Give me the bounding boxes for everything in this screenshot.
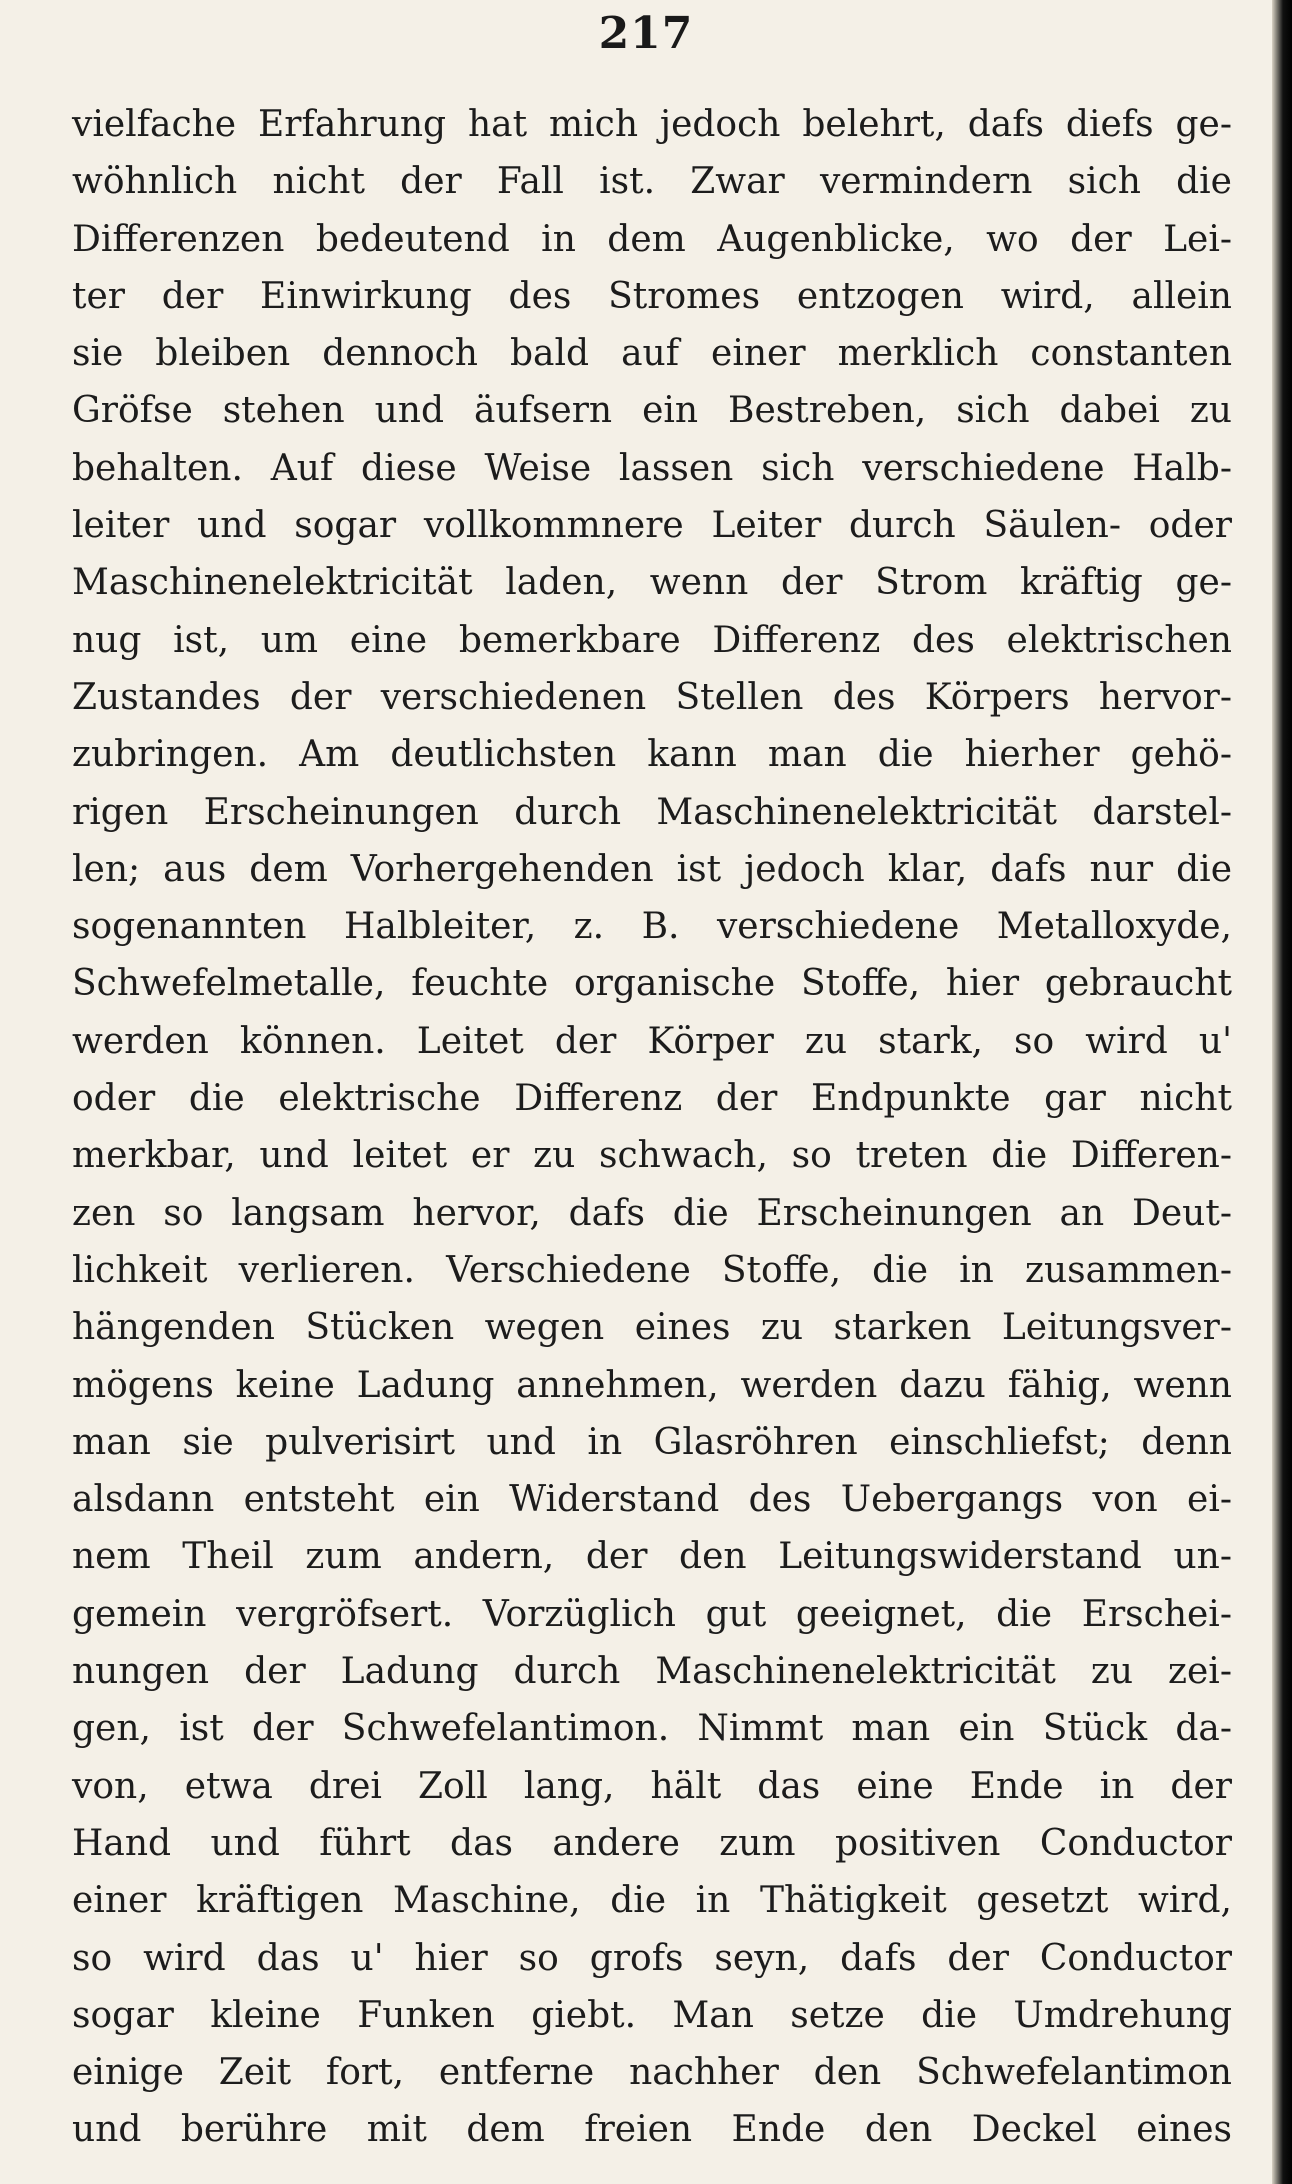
text-line: nungen der Ladung durch Maschinenelektricität zu zei- (72, 1651, 1232, 1693)
text-line: leiter und sogar vollkommnere Leiter durch Säulen- oder (72, 505, 1232, 547)
text-line: einige Zeit fort, entferne nachher den Schwefelantimon (72, 2052, 1232, 2094)
text-line: gemein vergröfsert. Vorzüglich gut geeignet, die Erschei- (72, 1593, 1232, 1635)
text-line: sie bleiben dennoch bald auf einer merklich constanten (72, 333, 1232, 375)
text-line: einer kräftigen Maschine, die in Thätigkeit gesetzt wird, (72, 1880, 1232, 1922)
text-line: alsdann entsteht ein Widerstand des Uebergangs von ei- (72, 1479, 1232, 1521)
text-line: hängenden Stücken wegen eines zu starken Leitungsver- (72, 1307, 1232, 1349)
text-line: man sie pulverisirt und in Glasröhren einschliefst; denn (72, 1421, 1232, 1463)
text-line: vielfache Erfahrung hat mich jedoch belehrt, dafs diefs ge- (72, 104, 1232, 145)
text-line: merkbar, und leitet er zu schwach, so treten die Differen- (72, 1135, 1232, 1177)
text-line: rigen Erscheinungen durch Maschinenelektricität darstel- (72, 791, 1232, 833)
text-line: werden können. Leitet der Körper zu stark, so wird u' (72, 1020, 1232, 1062)
text-line: mögens keine Ladung annehmen, werden dazu fähig, wenn (72, 1364, 1232, 1406)
body-text (72, 96, 1232, 2159)
text-line: lichkeit verlieren. Verschiedene Stoffe, die in zusammen- (72, 1249, 1232, 1291)
text-line: oder die elektrische Differenz der Endpunkte gar nicht (72, 1078, 1232, 1120)
text-line: zubringen. Am deutlichsten kann man die hierher gehö- (72, 734, 1232, 776)
text-line: Maschinenelektricität laden, wenn der Strom kräftig ge- (72, 562, 1232, 604)
text-line: ter der Einwirkung des Stromes entzogen wird, allein (72, 275, 1232, 317)
text-line: so wird das u' hier so grofs seyn, dafs der Conductor (72, 1937, 1232, 1979)
text-line: Schwefelmetalle, feuchte organische Stoffe, hier gebraucht (72, 963, 1232, 1005)
text-line: Zustandes der verschiedenen Stellen des Körpers hervor- (72, 676, 1232, 718)
text-line: wöhnlich nicht der Fall ist. Zwar vermindern sich die (72, 161, 1232, 203)
text-line: nem Theil zum andern, der den Leitungswiderstand un- (72, 1536, 1232, 1578)
text-line: len; aus dem Vorhergehenden ist jedoch klar, dafs nur die (72, 848, 1232, 890)
text-line: und berühre mit dem freien Ende den Deckel eines (72, 2109, 1232, 2151)
text-line: Gröfse stehen und äufsern ein Bestreben, sich dabei zu (72, 390, 1232, 432)
text-line: Differenzen bedeutend in dem Augenblicke, wo der Lei- (72, 218, 1232, 260)
text-line: sogar kleine Funken giebt. Man setze die Umdrehung (72, 1994, 1232, 2036)
text-line: sogenannten Halbleiter, z. B. verschiedene Metalloxyde, (72, 906, 1232, 948)
text-line: von, etwa drei Zoll lang, hält das eine Ende in der (72, 1765, 1232, 1807)
text-line: nug ist, um eine bemerkbare Differenz des elektrischen (72, 619, 1232, 661)
page-number: 217 (598, 8, 694, 59)
text-line: Hand und führt das andere zum positiven Conductor (72, 1822, 1232, 1864)
text-line: zen so langsam hervor, dafs die Erscheinungen an Deut- (72, 1192, 1232, 1234)
text-line: behalten. Auf diese Weise lassen sich verschiedene Halb- (72, 447, 1232, 489)
page-edge-shadow (1272, 0, 1292, 2184)
text-line: gen, ist der Schwefelantimon. Nimmt man ein Stück da- (72, 1708, 1232, 1750)
